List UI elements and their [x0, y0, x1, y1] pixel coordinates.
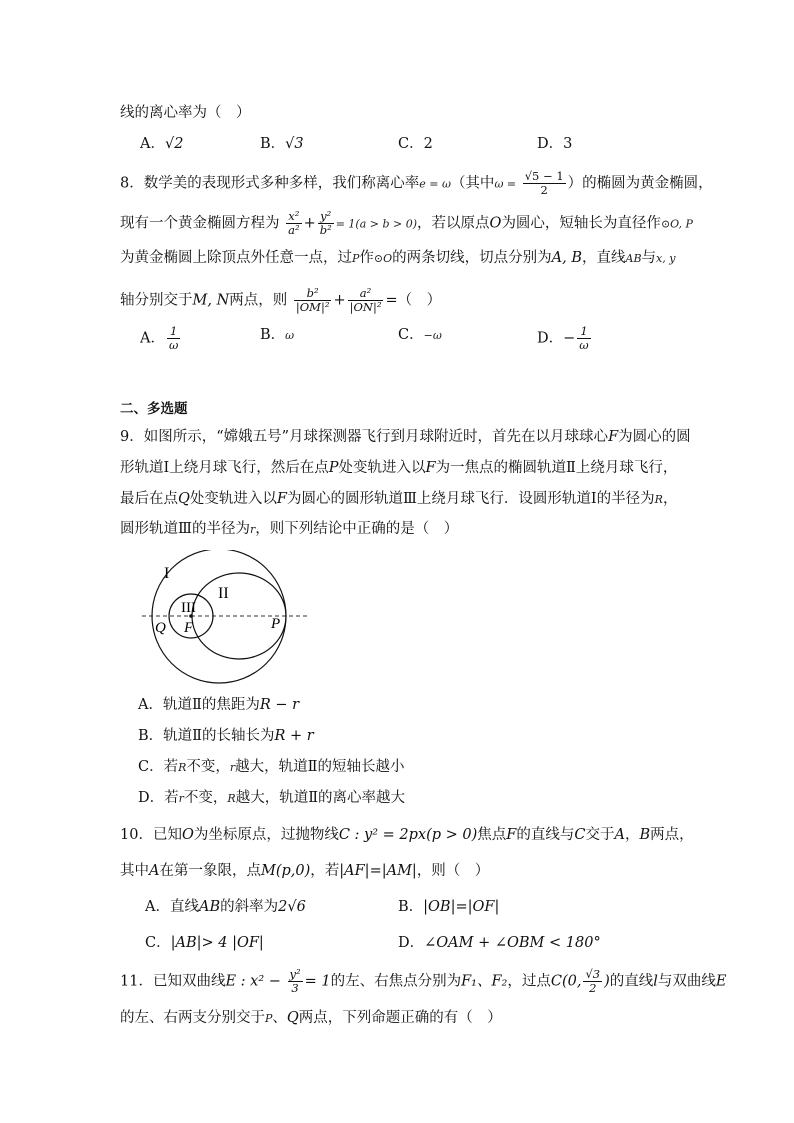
label-point-p: P: [271, 616, 281, 632]
q8-option-c: C．−ω: [398, 327, 442, 343]
q9-option-a: A．轨道Ⅱ的焦距为R − r: [138, 697, 300, 713]
q9-option-d: D．若r不变，R越大，轨道Ⅱ的离心率越大: [138, 790, 406, 806]
q7-option-d: D．3: [537, 136, 573, 152]
label-point-q: Q: [155, 620, 166, 636]
q8-ellipse-y-term: $\frac{\text{y²}}{\text{b²}}$: [319, 209, 332, 237]
label-orbit-ii: II: [218, 585, 229, 602]
q8-option-a: A． $\frac{1}{\omega}$: [140, 324, 179, 352]
q8-option-b: B．ω: [260, 327, 295, 343]
q11-stem-line-2: 的左、右两支分别交于P、Q两点，下列命题正确的有（ ）: [120, 1010, 502, 1026]
q10-option-b: B．|OB|=|OF|: [398, 899, 500, 915]
q8-fraction-b-over-om: $\frac{\text{b²}}{\text{|OM|²}}$: [295, 286, 330, 314]
q9-stem-line-3: 最后在点Q处变轨进入以F为圆心的圆形轨道Ⅲ上绕月球飞行．设圆形轨道Ⅰ的半径为R，: [120, 491, 678, 507]
label-point-f: F: [184, 620, 194, 636]
q8-stem-line-1: 8．数学美的表现形式多种多样，我们称离心率e = ω（其中ω = $\frac{√5 - 1}{2}$ ）的椭圆为黄金椭圆，: [120, 169, 713, 197]
q9-option-b: B．轨道Ⅱ的长轴长为R + r: [138, 728, 314, 744]
q9-stem-line-4: 圆形轨道Ⅲ的半径为r，则下列结论中正确的是（ ）: [120, 521, 459, 537]
q11-stem-line-1: 11．已知双曲线E : x² − $\frac{\text{y²}}{3}$ = 1的左、右焦点分别为F₁、F₂，过点C(0, $\frac{√3}{2}$ )的直线l与双曲线E: [120, 967, 727, 995]
q8-stem-line-2: 现有一个黄金椭圆方程为 $\frac{\text{x²}}{\text{a²}}$ + $\frac{\text{y²}}{\text{b²}}$ = 1(a > b > 0)，若以原点O为圆心，短轴长为直径作⊙O, P: [120, 209, 693, 237]
q7-option-a: A．√2: [140, 136, 184, 152]
q9-stem-line-2: 形轨道Ⅰ上绕月球飞行，然后在点P处变轨进入以F为一焦点的椭圆轨道Ⅱ上绕月球飞行，: [120, 460, 678, 476]
q8-fraction-a-over-on: $\frac{\text{a²}}{\text{|ON|²}}$: [349, 286, 382, 314]
q7-option-c: C．2: [398, 136, 433, 152]
q10-option-d: D．∠OAM + ∠OBM < 180°: [398, 935, 601, 951]
q8-omega-fraction: $\frac{√5 - 1}{2}$: [524, 169, 564, 197]
q11-hyperbola-y-term: $\frac{\text{y²}}{3}$: [289, 967, 301, 995]
label-orbit-i: I: [164, 565, 170, 582]
q11-point-c-fraction: $\frac{√3}{2}$: [585, 967, 601, 995]
section-heading-multiple-choice: 二、多选题: [120, 401, 188, 417]
q8-option-d: D．− $\frac{1}{\omega}$: [537, 324, 589, 352]
q9-option-c: C．若R不变，r越大，轨道Ⅱ的短轴长越小: [138, 759, 405, 775]
q10-stem-line-2: 其中A在第一象限，点M(p,0)，若|AF|=|AM|，则（ ）: [120, 863, 490, 879]
q10-option-c: C．|AB|> 4 |OF|: [145, 935, 264, 951]
q7-option-b: B．√3: [260, 136, 304, 152]
q9-stem-line-1: 9．如图所示，“嫦娥五号”月球探测器飞行到月球附近时，首先在以月球球心F为圆心的圆: [120, 429, 691, 445]
q10-option-a: A．直线AB的斜率为2√6: [145, 899, 306, 915]
orbit-diagram: [140, 550, 310, 690]
label-orbit-iii: III: [181, 600, 196, 616]
q8-ellipse-x-term: $\frac{\text{x²}}{\text{a²}}$: [288, 209, 300, 237]
q7-stem-tail: 线的离心率为（ ）: [120, 105, 251, 121]
q8-stem-line-4: 轴分别交于M, N两点，则 $\frac{\text{b²}}{\text{|OM|²}}$ + $\frac{\text{a²}}{\text{|ON|²}}$ =（ ）: [120, 286, 442, 314]
q8-stem-line-3: 为黄金椭圆上除顶点外任意一点，过P作⊙O的两条切线，切点分别为A, B，直线AB与x, y: [120, 250, 676, 266]
q10-stem-line-1: 10．已知O为坐标原点，过抛物线C : y² = 2px(p > 0)焦点F的直线与C交于A，B两点，: [120, 827, 694, 843]
